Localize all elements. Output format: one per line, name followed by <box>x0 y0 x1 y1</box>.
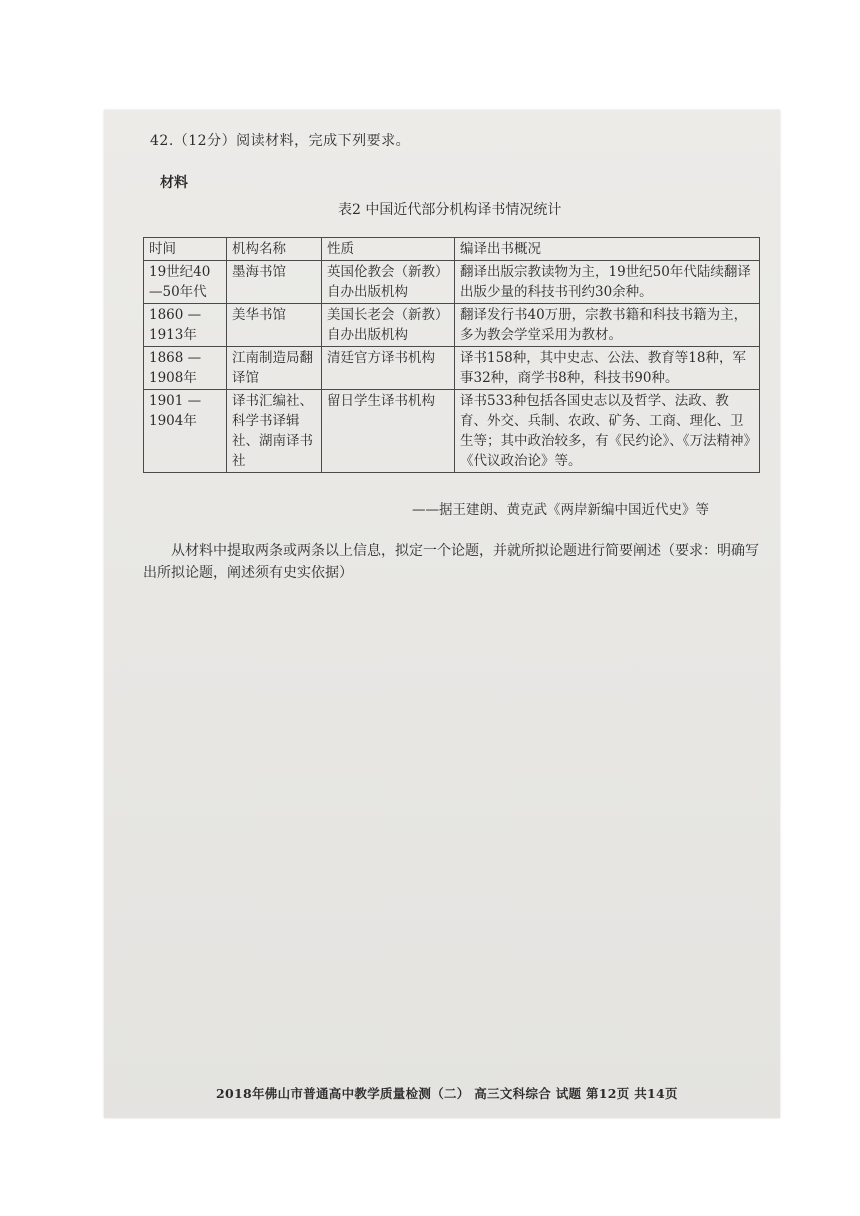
table-row <box>144 304 760 347</box>
header-nature: 性质 <box>322 238 455 261</box>
cell-time: 19世纪40—50年代 <box>144 261 227 304</box>
translation-table <box>143 237 760 473</box>
source-citation: ——据王建朗、黄克武《两岸新编中国近代史》等 <box>412 502 709 518</box>
material-label: 材料 <box>160 175 188 191</box>
question-header: 42.（12分）阅读材料，完成下列要求。 <box>150 133 411 149</box>
cell-institution: 墨海书馆 <box>227 261 322 304</box>
cell-time: 1860 — 1913年 <box>144 304 227 347</box>
header-time: 时间 <box>144 238 227 261</box>
cell-time: 1868 — 1908年 <box>144 347 227 390</box>
cell-institution: 译书汇编社、科学书译辑社、湖南译书社 <box>227 390 322 473</box>
cell-nature: 留日学生译书机构 <box>322 390 455 473</box>
cell-overview: 译书158种，其中史志、公法、教育等18种，军事32种，商学书8种，科技书90种。 <box>455 347 760 390</box>
cell-overview: 翻译出版宗教读物为主，19世纪50年代陆续翻译出版少量的科技书刊约30余种。 <box>455 261 760 304</box>
cell-nature: 美国长老会（新教）自办出版机构 <box>322 304 455 347</box>
table-row <box>144 347 760 390</box>
cell-nature: 英国伦教会（新教）自办出版机构 <box>322 261 455 304</box>
cell-time: 1901 — 1904年 <box>144 390 227 473</box>
page-footer: 2018年佛山市普通高中教学质量检测（二） 高三文科综合 试题 第12页 共14页 <box>216 1086 678 1101</box>
cell-institution: 美华书馆 <box>227 304 322 347</box>
header-overview: 编译出书概况 <box>455 238 760 261</box>
cell-nature: 清廷官方译书机构 <box>322 347 455 390</box>
cell-overview: 翻译发行书40万册，宗教书籍和科技书籍为主，多为教会学堂采用为教材。 <box>455 304 760 347</box>
table-row <box>144 261 760 304</box>
cell-institution: 江南制造局翻译馆 <box>227 347 322 390</box>
table-title: 表2 中国近代部分机构译书情况统计 <box>338 202 562 218</box>
table-header-row <box>144 238 760 261</box>
header-institution: 机构名称 <box>227 238 322 261</box>
question-instruction: 从材料中提取两条或两条以上信息，拟定一个论题，并就所拟论题进行简要阐述（要求：明确写出所拟论题，阐述须有史实依据） <box>143 543 759 581</box>
table-row <box>144 390 760 473</box>
cell-overview: 译书533种包括各国史志以及哲学、法政、教育、外交、兵制、农政、矿务、工商、理化、卫生等；其中政治较多，有《民约论》、《万法精神》《代议政治论》等。 <box>455 390 760 473</box>
